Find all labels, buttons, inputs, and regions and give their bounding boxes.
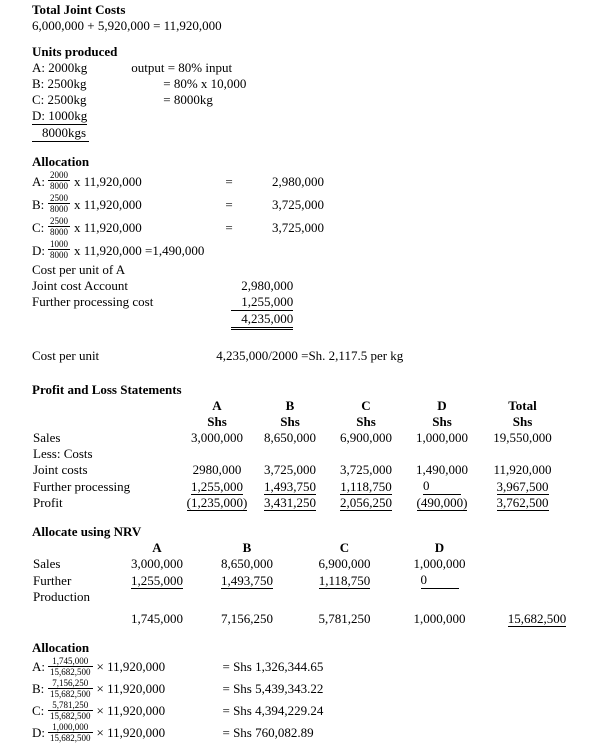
nrv-allocation-section — [32, 640, 601, 744]
pnl-cell: 3,000,000 — [191, 430, 243, 445]
units-total-row — [32, 125, 601, 142]
pnl-cell: 1,493,750 — [264, 479, 316, 494]
row-label: C: — [32, 703, 45, 718]
nrv-row-further — [32, 572, 592, 589]
pnl-cell: 1,255,000 — [191, 479, 243, 494]
pnl-cell: 8,650,000 — [264, 430, 316, 445]
joint-cost-account-row — [32, 278, 601, 294]
fraction — [48, 722, 93, 743]
pnl-section — [32, 382, 601, 511]
pnl-unit-cell: Shs — [356, 414, 376, 429]
row-label: D: — [32, 242, 45, 258]
pnl-row-label: Joint costs — [33, 462, 88, 477]
nrv-cell: 5,781,250 — [318, 611, 371, 626]
pnl-cell: 2,056,250 — [340, 495, 392, 510]
nrv-section — [32, 524, 601, 627]
pnl-row-sales — [32, 430, 565, 446]
nrv-cell: 1,255,000 — [131, 573, 183, 588]
fraction-numerator: 5,781,250 — [48, 700, 93, 711]
units-note: = 80% x 10,000 — [163, 76, 247, 91]
row-label: C: — [32, 219, 45, 235]
nrv-allocation-row-d — [32, 722, 601, 744]
multiplier: x 11,920,000 — [74, 219, 142, 235]
fraction — [48, 656, 93, 677]
row-label: B: — [32, 681, 45, 696]
fraction — [48, 700, 93, 721]
pnl-unit-cell: Shs — [280, 414, 300, 429]
pnl-heading: Profit and Loss Statements — [32, 382, 182, 397]
pnl-row-profit — [32, 495, 565, 511]
fraction-denominator: 15,682,500 — [50, 710, 91, 721]
empty-cell — [32, 414, 182, 430]
pnl-cell: 1,490,000 — [416, 462, 468, 477]
fraction-denominator: 8000 — [50, 250, 68, 260]
pnl-cell: 3,431,250 — [264, 495, 316, 510]
fraction — [48, 216, 70, 237]
pnl-units-row — [32, 414, 565, 430]
units-row-a — [32, 60, 601, 76]
equals-sign: = — [225, 196, 233, 212]
nrv-row-totals — [32, 611, 592, 627]
nrv-cell: 1,000,000 — [413, 611, 466, 626]
nrv-col-header: D — [434, 540, 445, 555]
pnl-cell: 6,900,000 — [340, 430, 392, 445]
nrv-row-label: Further — [33, 573, 72, 588]
units-produced-heading: Units produced — [32, 44, 118, 59]
allocation-result: = Shs 4,394,229.24 — [222, 703, 324, 718]
pnl-unit-cell: Shs — [207, 414, 227, 429]
pnl-column-header-row — [32, 398, 565, 414]
pnl-col-header: A — [212, 398, 222, 413]
fraction — [48, 678, 93, 699]
nrv-cell: 0 — [397, 572, 482, 589]
fraction-numerator: 2500 — [50, 216, 68, 226]
allocation-row-d — [32, 239, 601, 262]
units-row-c — [32, 92, 601, 108]
nrv-cell — [482, 556, 592, 572]
equals-sign: = — [225, 173, 233, 189]
nrv-cell: 6,900,000 — [318, 556, 371, 571]
nrv-cell: 3,000,000 — [131, 556, 183, 571]
pnl-cell: 1,118,750 — [340, 479, 392, 494]
nrv-allocation-row-c — [32, 700, 601, 722]
multiplier: × 11,920,000 — [96, 681, 166, 696]
fraction-numerator: 1,000,000 — [48, 722, 93, 733]
nrv-col-header: A — [152, 540, 162, 555]
allocation-result: = Shs 760,082.89 — [222, 725, 314, 740]
nrv-cell: 1,745,000 — [131, 611, 183, 626]
pnl-col-header: Total — [508, 398, 537, 413]
nrv-row-production — [32, 589, 592, 605]
equals-sign: = — [225, 219, 233, 235]
units-item: C: 2500kg — [32, 92, 87, 107]
nrv-cell: 8,650,000 — [221, 556, 273, 571]
fraction-numerator: 1000 — [50, 239, 68, 249]
pnl-cell: 19,550,000 — [493, 430, 552, 445]
cost-per-unit-a-heading: Cost per unit of A — [32, 262, 126, 277]
fraction-denominator: 15,682,500 — [50, 666, 91, 677]
line-value: 4,235,000 — [231, 311, 293, 330]
fraction-denominator: 15,682,500 — [50, 732, 91, 743]
row-label: B: — [32, 196, 45, 212]
units-note: output = 80% input — [131, 60, 233, 75]
pnl-cell: (1,235,000) — [186, 495, 248, 510]
fraction — [48, 170, 70, 191]
nrv-col-header: C — [339, 540, 350, 555]
multiplier: x 11,920,000 — [74, 196, 142, 212]
nrv-cell: 7,156,250 — [221, 611, 273, 626]
pnl-row-joint-costs — [32, 462, 565, 478]
pnl-row-label: Profit — [33, 495, 63, 510]
row-label: A: — [32, 173, 45, 189]
units-row-b — [32, 76, 601, 92]
row-label: A: — [32, 659, 45, 674]
nrv-column-header-row — [32, 540, 592, 556]
line-label: Joint cost Account — [32, 278, 129, 293]
total-joint-costs-section — [32, 2, 601, 34]
units-item: D: 1000kg — [32, 108, 88, 123]
fraction-denominator: 8000 — [50, 181, 68, 191]
units-item: A: 2000kg — [32, 60, 88, 75]
total-joint-costs-formula: 6,000,000 + 5,920,000 = 11,920,000 — [32, 18, 222, 33]
nrv-row-sales — [32, 556, 592, 572]
row-label: D: — [32, 725, 45, 740]
pnl-cell: 2980,000 — [192, 462, 242, 477]
units-item: B: 2500kg — [32, 76, 87, 91]
nrv-cell: 1,493,750 — [221, 573, 273, 588]
pnl-table — [32, 398, 565, 511]
allocation-row-a — [32, 170, 601, 193]
fraction-denominator: 15,682,500 — [50, 688, 91, 699]
nrv-cell: 15,682,500 — [507, 611, 567, 626]
multiplier: × 11,920,000 — [96, 703, 166, 718]
units-row-d — [32, 108, 601, 125]
pnl-cell: 1,000,000 — [416, 430, 468, 445]
total-joint-costs-heading: Total Joint Costs — [32, 2, 126, 17]
nrv-row-label: Sales — [33, 556, 61, 571]
pnl-cell: (490,000) — [416, 495, 468, 510]
pnl-row-label: Further processing — [33, 479, 131, 494]
nrv-heading: Allocate using NRV — [32, 524, 142, 539]
empty-cell — [32, 398, 182, 414]
cost-per-unit-label: Cost per unit — [32, 348, 100, 363]
allocation-row-b — [32, 193, 601, 216]
pnl-row-label: Sales — [33, 430, 61, 445]
line-value: 1,255,000 — [231, 294, 293, 311]
nrv-row-label — [32, 611, 112, 627]
units-produced-section — [32, 44, 601, 142]
allocation-result: = Shs 1,326,344.65 — [222, 659, 324, 674]
pnl-row-label: Less: Costs — [33, 446, 93, 461]
pnl-col-header: B — [285, 398, 295, 413]
nrv-col-header: B — [242, 540, 252, 555]
pnl-row-less-costs — [32, 446, 565, 462]
pnl-col-header: D — [437, 398, 447, 413]
pnl-cell: 3,762,500 — [496, 495, 549, 510]
fraction — [48, 193, 70, 214]
multiplier: x 11,920,000 =1,490,000 — [74, 242, 205, 258]
units-total: 8000kgs — [32, 125, 89, 142]
multiplier: x 11,920,000 — [74, 173, 142, 189]
fraction-numerator: 2000 — [50, 170, 68, 180]
fraction — [48, 239, 70, 260]
fraction-numerator: 7,156,250 — [48, 678, 93, 689]
pnl-unit-cell: Shs — [512, 414, 533, 429]
allocation-heading: Allocation — [32, 154, 90, 169]
line-label: Further processing cost — [32, 294, 154, 309]
allocation-result: 3,725,000 — [272, 219, 324, 235]
cost-per-unit-value: 4,235,000/2000 =Sh. 2,117.5 per kg — [216, 348, 404, 363]
allocation-result: 3,725,000 — [272, 196, 324, 212]
multiplier: × 11,920,000 — [96, 659, 166, 674]
fraction-denominator: 8000 — [50, 227, 68, 237]
allocation-section — [32, 154, 601, 330]
line-value: 2,980,000 — [241, 278, 294, 293]
nrv-allocation-row-b — [32, 678, 601, 700]
pnl-unit-cell: Shs — [432, 414, 452, 429]
pnl-cell: 0 — [404, 478, 480, 495]
empty-cell — [32, 540, 112, 556]
nrv-allocation-row-a — [32, 656, 601, 678]
fraction-numerator: 2500 — [50, 193, 68, 203]
multiplier: × 11,920,000 — [96, 725, 166, 740]
pnl-cell: 3,725,000 — [264, 462, 316, 477]
nrv-cell: 1,118,750 — [318, 573, 371, 588]
fraction-numerator: 1,745,000 — [48, 656, 93, 667]
allocation-result: = Shs 5,439,343.22 — [222, 681, 324, 696]
further-processing-cost-row — [32, 294, 601, 311]
pnl-row-further-processing — [32, 478, 565, 495]
fraction-denominator: 8000 — [50, 204, 68, 214]
allocation-row-c — [32, 216, 601, 239]
nrv-table — [32, 540, 592, 627]
nrv-cell: 1,000,000 — [413, 556, 466, 571]
allocation-result: 2,980,000 — [272, 173, 324, 189]
nrv-allocation-heading: Allocation — [32, 640, 90, 655]
nrv-row-label: Production — [33, 589, 91, 604]
pnl-col-header: C — [361, 398, 371, 413]
pnl-cell: 3,725,000 — [340, 462, 392, 477]
total-cost-row — [32, 311, 601, 330]
cost-per-unit-section — [32, 348, 601, 364]
pnl-cell: 3,967,500 — [496, 479, 549, 494]
pnl-cell: 11,920,000 — [493, 462, 552, 477]
nrv-cell — [482, 572, 592, 589]
empty-cell — [482, 540, 592, 556]
units-note: = 8000kg — [163, 92, 213, 107]
